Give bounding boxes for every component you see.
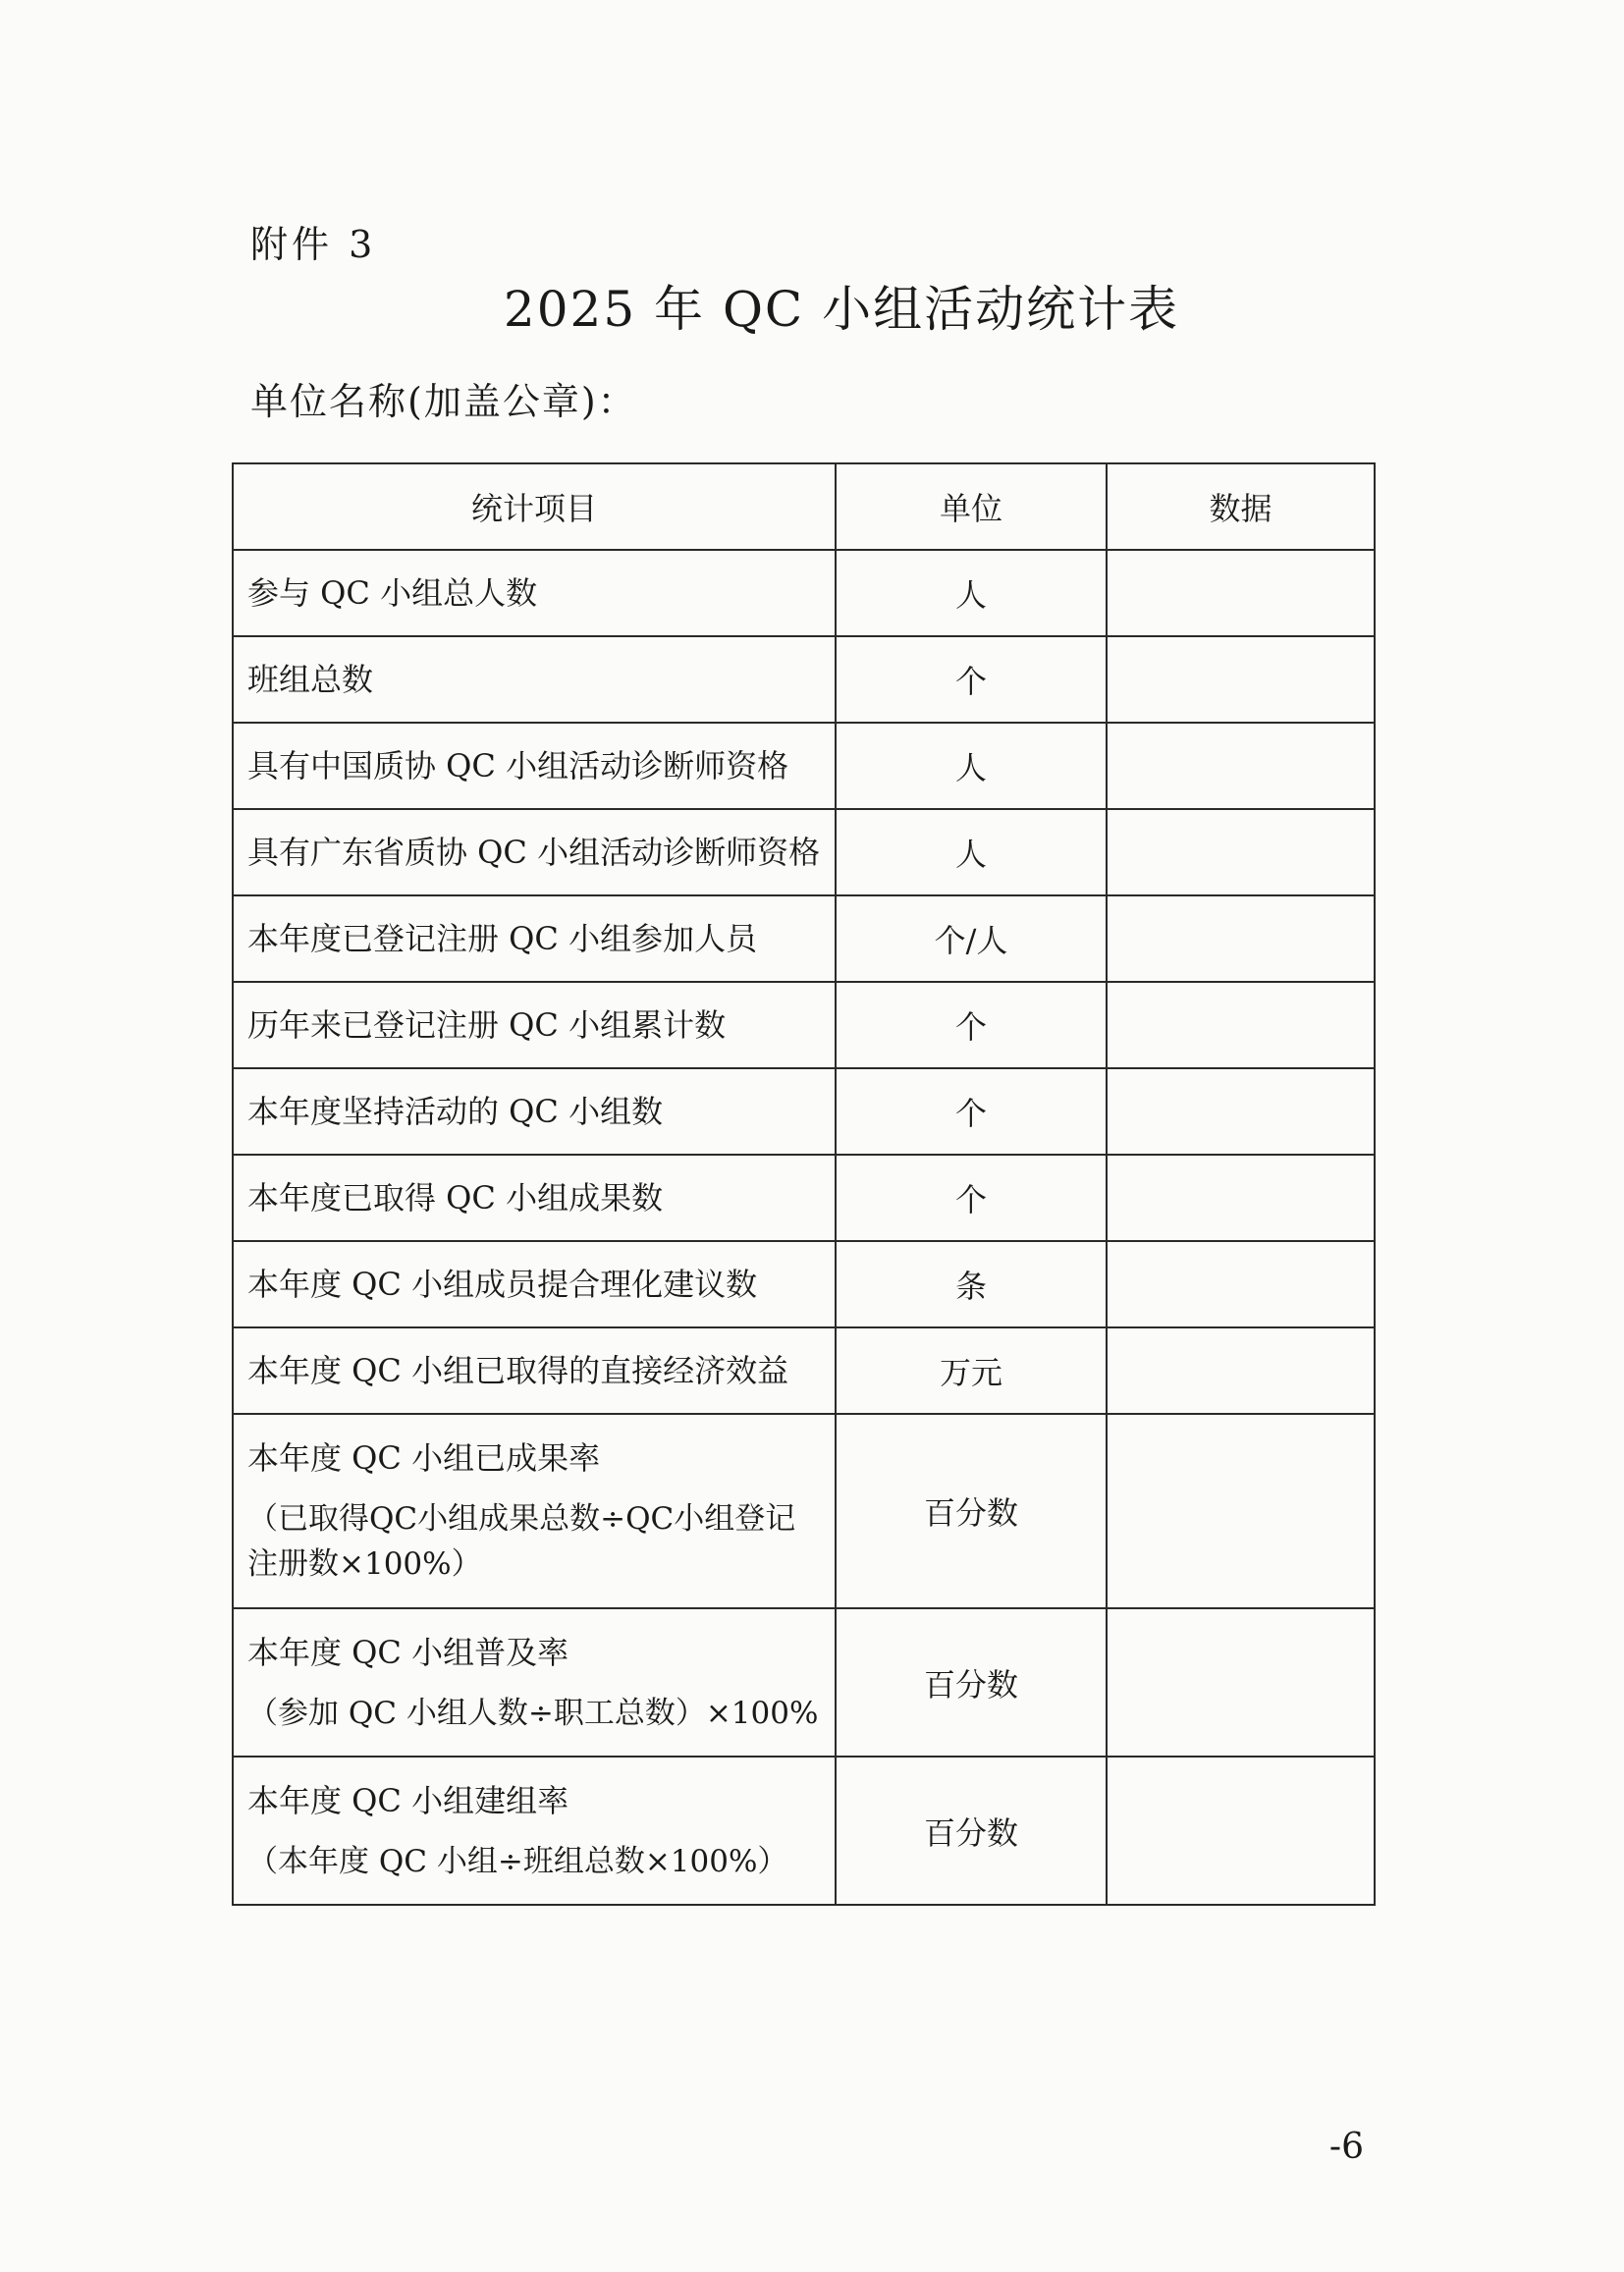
unit-cell: 个	[836, 636, 1107, 723]
table-row	[233, 1414, 1375, 1608]
item-text: 本年度已取得 QC 小组成果数	[247, 1179, 664, 1217]
unit-cell: 条	[836, 1241, 1107, 1327]
item-cell	[233, 1155, 836, 1241]
item-text: 历年来已登记注册 QC 小组累计数	[247, 1006, 727, 1044]
item-cell	[233, 895, 836, 982]
column-header-unit: 单位	[836, 463, 1107, 550]
item-cell	[233, 1327, 836, 1414]
data-cell[interactable]	[1107, 636, 1375, 723]
item-text: 本年度 QC 小组建组率	[247, 1781, 569, 1819]
unit-cell: 个/人	[836, 895, 1107, 982]
table-row	[233, 723, 1375, 809]
item-cell	[233, 1757, 836, 1905]
table-row	[233, 1757, 1375, 1905]
data-cell[interactable]	[1107, 550, 1375, 636]
table-row	[233, 1327, 1375, 1414]
item-text: 具有中国质协 QC 小组活动诊断师资格	[247, 747, 789, 784]
item-formula: （本年度 QC 小组÷班组总数×100%）	[247, 1843, 788, 1879]
item-text: 本年度 QC 小组已取得的直接经济效益	[247, 1352, 789, 1389]
item-text: 具有广东省质协 QC 小组活动诊断师资格	[247, 834, 821, 871]
statistics-table	[232, 462, 1376, 1906]
unit-name-label: 单位名称(加盖公章)：	[250, 380, 637, 423]
unit-cell: 百分数	[836, 1757, 1107, 1905]
table-row	[233, 1608, 1375, 1757]
item-formula: （参加 QC 小组人数÷职工总数）×100%	[247, 1695, 819, 1731]
column-header-item: 统计项目	[233, 463, 836, 550]
unit-cell: 个	[836, 1155, 1107, 1241]
table-row	[233, 895, 1375, 982]
data-cell[interactable]	[1107, 1414, 1375, 1608]
unit-cell: 人	[836, 723, 1107, 809]
data-cell[interactable]	[1107, 809, 1375, 895]
item-text: 本年度 QC 小组成员提合理化建议数	[247, 1266, 758, 1303]
unit-cell: 人	[836, 550, 1107, 636]
item-cell	[233, 809, 836, 895]
data-cell[interactable]	[1107, 895, 1375, 982]
table-header-row	[233, 463, 1375, 550]
item-cell	[233, 1608, 836, 1757]
unit-cell: 个	[836, 1068, 1107, 1155]
item-cell	[233, 1241, 836, 1327]
unit-cell: 个	[836, 982, 1107, 1068]
table-row	[233, 1155, 1375, 1241]
data-cell[interactable]	[1107, 982, 1375, 1068]
data-cell[interactable]	[1107, 1068, 1375, 1155]
table-row	[233, 809, 1375, 895]
data-cell[interactable]	[1107, 1155, 1375, 1241]
unit-cell: 人	[836, 809, 1107, 895]
page-number: -6	[1328, 2127, 1364, 2167]
item-cell	[233, 982, 836, 1068]
table-row	[233, 550, 1375, 636]
item-text: 本年度坚持活动的 QC 小组数	[247, 1093, 664, 1130]
table-row	[233, 636, 1375, 723]
data-cell[interactable]	[1107, 1241, 1375, 1327]
item-cell	[233, 723, 836, 809]
unit-cell: 百分数	[836, 1608, 1107, 1757]
data-cell[interactable]	[1107, 1608, 1375, 1757]
item-cell	[233, 1414, 836, 1608]
item-cell	[233, 1068, 836, 1155]
item-cell	[233, 550, 836, 636]
data-cell[interactable]	[1107, 1757, 1375, 1905]
unit-cell: 百分数	[836, 1414, 1107, 1608]
table-row	[233, 982, 1375, 1068]
data-cell[interactable]	[1107, 1327, 1375, 1414]
column-header-data: 数据	[1107, 463, 1375, 550]
table-row	[233, 1241, 1375, 1327]
data-cell[interactable]	[1107, 723, 1375, 809]
item-text: 本年度已登记注册 QC 小组参加人员	[247, 920, 758, 957]
table-row	[233, 1068, 1375, 1155]
item-formula: 注册数×100%）	[247, 1546, 482, 1582]
item-cell	[233, 636, 836, 723]
item-text: 参与 QC 小组总人数	[247, 574, 538, 612]
unit-cell: 万元	[836, 1327, 1107, 1414]
item-text: 班组总数	[247, 661, 374, 698]
attachment-label: 附件 3	[250, 223, 377, 266]
item-text: 本年度 QC 小组普及率	[247, 1633, 569, 1671]
item-formula: （已取得QC小组成果总数÷QC小组登记	[247, 1501, 796, 1537]
item-text: 本年度 QC 小组已成果率	[247, 1439, 601, 1477]
document-title: 2025 年 QC 小组活动统计表	[503, 281, 1180, 338]
